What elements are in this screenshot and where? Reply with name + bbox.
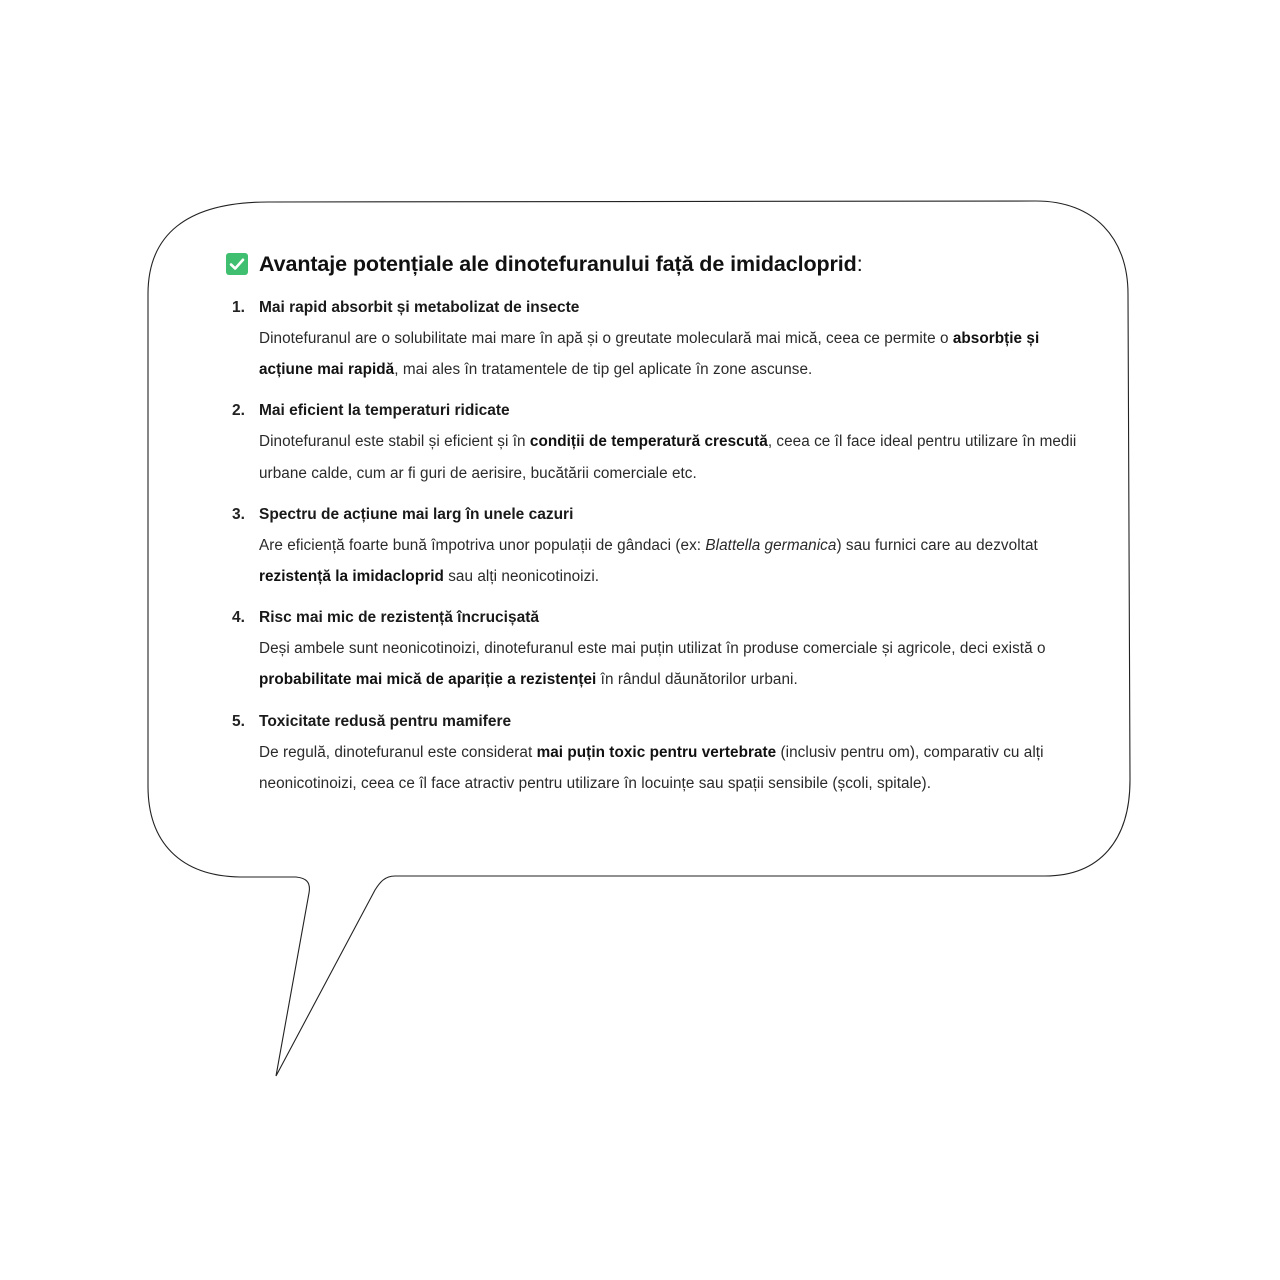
advantages-list (226, 292, 1086, 799)
emphasis-text: probabilitate mai mică de apariție a rezistenței (259, 671, 597, 689)
check-box-icon (226, 253, 248, 275)
body-text: Deși ambele sunt neonicotinoizi, dinotefuranul este mai puțin utilizat în produse comerciale și agricole, deci există o (259, 640, 1046, 658)
body-text: (inclusiv pentru om), comparativ cu alți neonicotinoizi, ceea ce îl face atractiv pentru utilizare în locuințe sau spații sensibile (școli, spitale). (259, 743, 1044, 792)
body-text: Are eficiență foarte bună împotriva unor populații de gândaci (ex: (259, 536, 706, 554)
list-item (226, 706, 1086, 799)
emphasis-text: absorbție și acțiune mai rapidă (259, 330, 1040, 379)
list-item-title: Mai eficient la temperaturi ridicate (259, 402, 510, 420)
list-item-description (259, 426, 1086, 488)
body-text: Dinotefuranul este stabil și eficient și în (259, 433, 530, 451)
body-text: sau alți neonicotinoizi. (443, 568, 600, 586)
list-item (226, 499, 1086, 592)
italic-text: Blattella germanica (705, 536, 837, 554)
list-item-description (259, 633, 1086, 695)
list-item-title: Toxicitate redusă pentru mamifere (259, 712, 512, 730)
list-item (226, 602, 1086, 695)
list-item-number: 2. (232, 402, 245, 420)
body-text: , ceea ce îl face ideal pentru utilizare în medii urbane calde, cum ar fi guri de aerisire, bucătării comerciale etc. (259, 433, 1077, 482)
heading-title (259, 252, 863, 277)
heading-title-text: Avantaje potențiale ale dinotefuranului față de imidacloprid (259, 251, 857, 276)
body-text: , mai ales în tratamentele de tip gel aplicate în zone ascunse. (394, 361, 813, 379)
body-text: în rândul dăunătorilor urbani. (596, 671, 798, 689)
emphasis-text: mai puțin toxic pentru vertebrate (536, 743, 777, 761)
list-item-number: 4. (232, 609, 245, 627)
list-item-description (259, 323, 1086, 385)
list-item-number: 1. (232, 299, 245, 316)
body-text: De regulă, dinotefuranul este considerat (259, 743, 537, 761)
list-item (226, 395, 1086, 488)
list-item-title: Mai rapid absorbit și metabolizat de insecte (259, 299, 580, 316)
list-item-title: Spectru de acțiune mai larg în unele cazuri (259, 505, 574, 523)
body-text: ) sau furnici care au dezvoltat (836, 536, 1038, 554)
emphasis-text: condiții de temperatură crescută (529, 433, 768, 451)
emphasis-text: rezistență la imidacloprid (259, 568, 444, 586)
heading-colon: : (856, 251, 863, 276)
list-item-description (259, 737, 1086, 799)
list-item-description (259, 530, 1086, 592)
section-heading (226, 246, 1086, 282)
list-item-number: 3. (232, 505, 245, 523)
list-item-title: Risc mai mic de rezistență încrucișată (259, 609, 539, 627)
list-item (226, 292, 1086, 385)
list-item-number: 5. (232, 712, 245, 730)
bubble-content (226, 246, 1086, 809)
body-text: Dinotefuranul are o solubilitate mai mare în apă și o greutate moleculară mai mică, ceea ce permite o (259, 330, 953, 347)
